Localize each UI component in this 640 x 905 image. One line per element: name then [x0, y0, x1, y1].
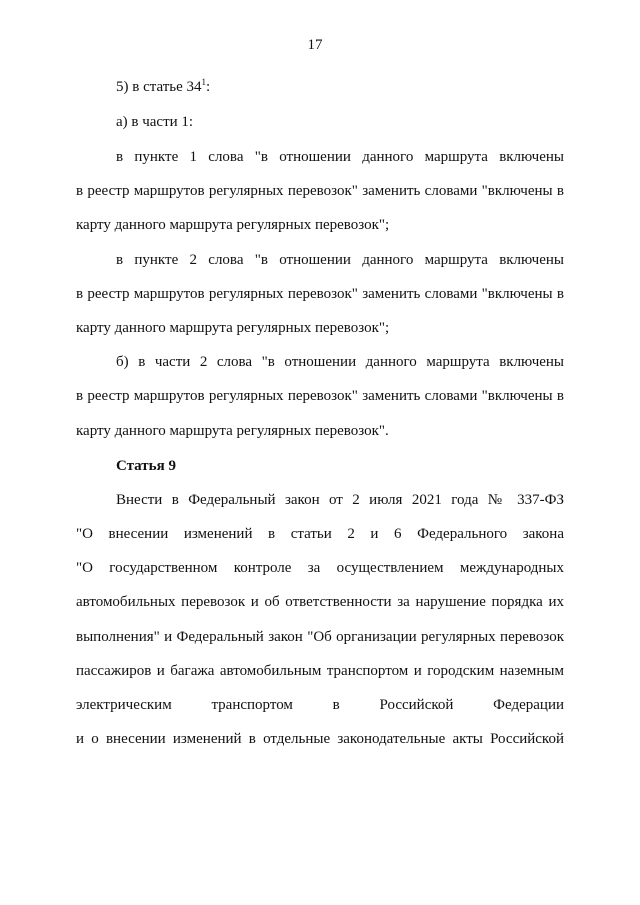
- text-line: Внести в Федеральный закон от 2 июля 2021 года № 337-ФЗ: [116, 492, 564, 508]
- text-line: электрическим транспортом в Российской Федерации: [76, 697, 564, 713]
- item-5-text: 5) в статье 34: [116, 79, 202, 95]
- text-line: в реестр маршрутов регулярных перевозок" заменить словами "включены в: [76, 286, 564, 302]
- paragraph-item-5: [116, 77, 210, 97]
- text-line: "О государственном контроле за осуществлением международных: [76, 560, 564, 576]
- article-heading: Статья 9: [116, 458, 176, 474]
- text-line: в реестр маршрутов регулярных перевозок" заменить словами "включены в: [76, 388, 564, 404]
- text-line: "О внесении изменений в статьи 2 и 6 Федерального закона: [76, 526, 564, 542]
- item-5-superscript: 1: [201, 77, 207, 87]
- subitem-a: а) в части 1:: [116, 114, 194, 130]
- text-line: карту данного маршрута регулярных перевозок".: [76, 423, 389, 439]
- item-5-colon: :: [206, 79, 211, 95]
- text-line: автомобильных перевозок и об ответственности за нарушение порядка их: [76, 594, 564, 610]
- text-line: выполнения" и Федеральный закон "Об организации регулярных перевозок: [76, 629, 564, 645]
- text-line: пассажиров и багажа автомобильным транспортом и городским наземным: [76, 663, 564, 679]
- text-line: карту данного маршрута регулярных перевозок";: [76, 320, 390, 336]
- text-line: в пункте 2 слова "в отношении данного маршрута включены: [116, 252, 564, 268]
- page-number: 17: [307, 37, 323, 53]
- text-line: и о внесении изменений в отдельные законодательные акты Российской: [76, 731, 564, 747]
- text-line: карту данного маршрута регулярных перевозок";: [76, 217, 390, 233]
- text-line: в пункте 1 слова "в отношении данного маршрута включены: [116, 149, 564, 165]
- text-line: б) в части 2 слова "в отношении данного маршрута включены: [116, 354, 564, 370]
- text-line: в реестр маршрутов регулярных перевозок" заменить словами "включены в: [76, 183, 564, 199]
